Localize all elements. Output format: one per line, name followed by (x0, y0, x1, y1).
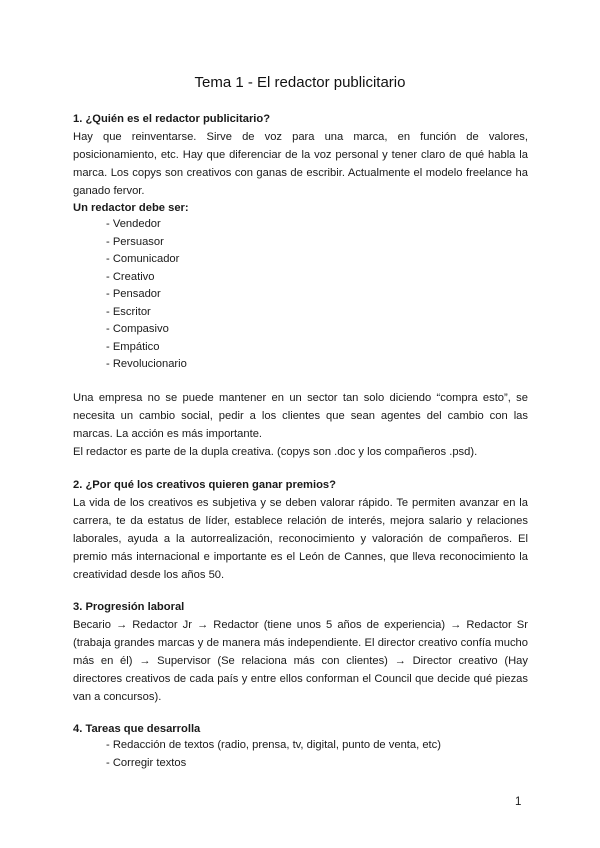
section-4-heading: 4. Tareas que desarrolla (73, 723, 201, 735)
document-title: Tema 1 - El redactor publicitario (194, 74, 406, 91)
list-item: - Redacción de textos (radio, prensa, tv, digital, punto de venta, etc) (106, 737, 441, 755)
page-number: 1 (515, 796, 522, 808)
list-item: - Vendedor (106, 216, 187, 234)
list-item: - Revolucionario (106, 356, 187, 374)
list-item: - Pensador (106, 286, 187, 304)
section-1 (73, 110, 528, 200)
dupla-paragraph: El redactor es parte de la dupla creativa. (copys son .doc y los compañeros .psd). (73, 446, 478, 458)
list-item: - Corregir textos (106, 755, 441, 773)
section-1-heading: 1. ¿Quién es el redactor publicitario? (73, 113, 271, 125)
list-item: - Compasivo (106, 321, 187, 339)
section-1-body: Hay que reinventarse. Sirve de voz para una marca, en función de valores, posicionamiento, etc. Hay que diferenciar de la voz personal y tener claro de qué habla la marca. Los copys son creativos con ganas de escribir. Actualmente el modelo freelance ha ganado fervor. (73, 131, 528, 197)
list-item: - Comunicador (106, 251, 187, 269)
empresa-block (73, 389, 528, 461)
section-2 (73, 476, 528, 584)
section-3 (73, 598, 528, 706)
debe-heading: Un redactor debe ser: (73, 202, 189, 214)
empresa-paragraph: Una empresa no se puede mantener en un sector tan solo diciendo “compra esto”, se necesita un cambio social, pedir a los clientes que sean agentes del cambio con las marcas. La acción es más importante. (73, 392, 528, 440)
section-2-body: La vida de los creativos es subjetiva y se deben valorar rápido. Te permiten avanzar en la carrera, te da estatus de líder, establece relación de interés, mejora salario y relaciones laborales, ayuda a la autorrealización, reconocimiento y valoración de compañeros. El premio más internacional e importante es el León de Cannes, que lleva reconocimiento la creatividad desde los años 50. (73, 497, 528, 581)
list-item: - Escritor (106, 304, 187, 322)
list-item: - Creativo (106, 269, 187, 287)
list-item: - Persuasor (106, 234, 187, 252)
section-3-heading: 3. Progresión laboral (73, 601, 185, 613)
tareas-list (106, 737, 441, 772)
debe-list (106, 216, 187, 374)
section-3-body: Becario → Redactor Jr → Redactor (tiene unos 5 años de experiencia) → Redactor Sr (trabaja grandes marcas y de manera más independiente. El director creativo confía mucho más en él) → Supervisor (Se relaciona más con clientes) → Director creativo (Hay directores creativos de cada país y entre ellos conforman el Council que decide qué piezas van a concursos). (73, 619, 528, 703)
section-2-heading: 2. ¿Por qué los creativos quieren ganar premios? (73, 479, 336, 491)
list-item: - Empático (106, 339, 187, 357)
